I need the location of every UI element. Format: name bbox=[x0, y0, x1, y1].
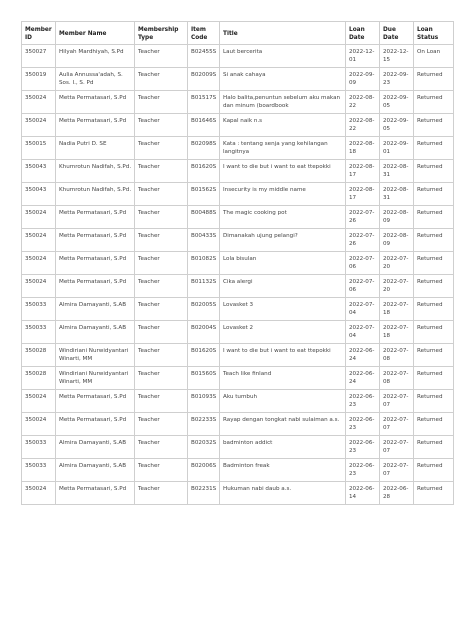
table-row bbox=[22, 160, 454, 183]
cell-item-code: B02098S bbox=[188, 137, 220, 160]
table-row bbox=[22, 229, 454, 252]
cell-loan-status: On Loan bbox=[414, 45, 454, 68]
cell-title: Badminton freak bbox=[220, 459, 346, 482]
cell-membership-type: Teacher bbox=[135, 367, 188, 390]
cell-loan-date: 2022-07-04 bbox=[346, 321, 380, 344]
cell-loan-date: 2022-06-23 bbox=[346, 459, 380, 482]
cell-loan-status: Returned bbox=[414, 114, 454, 137]
cell-item-code: B01620S bbox=[188, 344, 220, 367]
cell-title: Si anak cahaya bbox=[220, 68, 346, 91]
cell-loan-date: 2022-08-22 bbox=[346, 114, 380, 137]
cell-loan-date: 2022-07-26 bbox=[346, 206, 380, 229]
cell-due-date: 2022-06-28 bbox=[380, 482, 414, 505]
loan-history-table bbox=[21, 21, 454, 505]
cell-member-name: Metta Permatasari, S.Pd bbox=[56, 91, 135, 114]
cell-loan-date: 2022-12-01 bbox=[346, 45, 380, 68]
table-row bbox=[22, 436, 454, 459]
cell-loan-status: Returned bbox=[414, 459, 454, 482]
table-row bbox=[22, 482, 454, 505]
table-row bbox=[22, 413, 454, 436]
cell-due-date: 2022-07-08 bbox=[380, 367, 414, 390]
cell-member-id: 350033 bbox=[22, 436, 56, 459]
cell-membership-type: Teacher bbox=[135, 482, 188, 505]
cell-membership-type: Teacher bbox=[135, 45, 188, 68]
cell-loan-date: 2022-07-04 bbox=[346, 298, 380, 321]
header-loan-date: Loan Date bbox=[346, 22, 380, 45]
cell-membership-type: Teacher bbox=[135, 459, 188, 482]
cell-membership-type: Teacher bbox=[135, 344, 188, 367]
cell-loan-status: Returned bbox=[414, 68, 454, 91]
cell-item-code: B01560S bbox=[188, 367, 220, 390]
cell-member-id: 350024 bbox=[22, 252, 56, 275]
cell-item-code: B00433S bbox=[188, 229, 220, 252]
cell-title: Dimanakah ujung pelangi? bbox=[220, 229, 346, 252]
cell-member-name: Almira Damayanti, S.AB bbox=[56, 459, 135, 482]
cell-item-code: B01620S bbox=[188, 160, 220, 183]
cell-due-date: 2022-09-05 bbox=[380, 114, 414, 137]
cell-member-name: Metta Permatasari, S.Pd bbox=[56, 252, 135, 275]
cell-membership-type: Teacher bbox=[135, 137, 188, 160]
cell-item-code: B01093S bbox=[188, 390, 220, 413]
cell-member-name: Metta Permatasari, S.Pd bbox=[56, 229, 135, 252]
cell-membership-type: Teacher bbox=[135, 436, 188, 459]
cell-loan-status: Returned bbox=[414, 137, 454, 160]
cell-membership-type: Teacher bbox=[135, 275, 188, 298]
cell-loan-status: Returned bbox=[414, 344, 454, 367]
cell-title: Teach like finland bbox=[220, 367, 346, 390]
cell-member-id: 350024 bbox=[22, 482, 56, 505]
cell-member-id: 350015 bbox=[22, 137, 56, 160]
table-row bbox=[22, 91, 454, 114]
cell-loan-status: Returned bbox=[414, 390, 454, 413]
table-row bbox=[22, 45, 454, 68]
cell-membership-type: Teacher bbox=[135, 252, 188, 275]
table-header-row bbox=[22, 22, 454, 45]
cell-title: Halo balita,penuntun sebelum aku makan dan minum (boardbook bbox=[220, 91, 346, 114]
cell-member-name: Aulia Annussa'adah, S. Sos. I., S. Pd bbox=[56, 68, 135, 91]
cell-title: Lovasket 2 bbox=[220, 321, 346, 344]
cell-loan-status: Returned bbox=[414, 482, 454, 505]
cell-title: Cika alergi bbox=[220, 275, 346, 298]
table-row bbox=[22, 137, 454, 160]
cell-member-id: 350027 bbox=[22, 45, 56, 68]
cell-member-id: 350043 bbox=[22, 160, 56, 183]
cell-due-date: 2022-09-01 bbox=[380, 137, 414, 160]
cell-member-name: Khumrotun Nadifah, S.Pd. bbox=[56, 160, 135, 183]
cell-due-date: 2022-08-31 bbox=[380, 160, 414, 183]
table-row bbox=[22, 68, 454, 91]
header-title: Title bbox=[220, 22, 346, 45]
cell-due-date: 2022-07-20 bbox=[380, 275, 414, 298]
cell-membership-type: Teacher bbox=[135, 413, 188, 436]
cell-member-name: Nadia Putri D. SE bbox=[56, 137, 135, 160]
cell-due-date: 2022-07-07 bbox=[380, 413, 414, 436]
table-row bbox=[22, 114, 454, 137]
cell-due-date: 2022-08-31 bbox=[380, 183, 414, 206]
cell-item-code: B02006S bbox=[188, 459, 220, 482]
cell-membership-type: Teacher bbox=[135, 390, 188, 413]
cell-membership-type: Teacher bbox=[135, 206, 188, 229]
cell-item-code: B02032S bbox=[188, 436, 220, 459]
cell-member-id: 350028 bbox=[22, 367, 56, 390]
cell-member-name: Metta Permatasari, S.Pd bbox=[56, 206, 135, 229]
cell-member-name: Metta Permatasari, S.Pd bbox=[56, 413, 135, 436]
cell-loan-status: Returned bbox=[414, 229, 454, 252]
cell-member-name: Metta Permatasari, S.Pd bbox=[56, 275, 135, 298]
cell-member-id: 350033 bbox=[22, 298, 56, 321]
cell-member-name: Almira Damayanti, S.AB bbox=[56, 436, 135, 459]
cell-due-date: 2022-08-09 bbox=[380, 206, 414, 229]
cell-member-id: 350024 bbox=[22, 91, 56, 114]
cell-member-id: 350028 bbox=[22, 344, 56, 367]
cell-title: Kata : tentang senja yang kehilangan langitnya bbox=[220, 137, 346, 160]
cell-title: I want to die but i want to eat ttepokki bbox=[220, 344, 346, 367]
cell-loan-date: 2022-06-23 bbox=[346, 436, 380, 459]
cell-member-name: Hilyah Mardhiyah, S.Pd bbox=[56, 45, 135, 68]
loan-history-page bbox=[21, 21, 453, 505]
cell-loan-date: 2022-07-06 bbox=[346, 275, 380, 298]
cell-membership-type: Teacher bbox=[135, 183, 188, 206]
cell-loan-date: 2022-08-17 bbox=[346, 183, 380, 206]
cell-title: Insecurity is my middle name bbox=[220, 183, 346, 206]
cell-member-id: 350024 bbox=[22, 206, 56, 229]
cell-due-date: 2022-07-18 bbox=[380, 298, 414, 321]
cell-loan-status: Returned bbox=[414, 436, 454, 459]
table-row bbox=[22, 252, 454, 275]
cell-member-name: Metta Permatasari, S.Pd bbox=[56, 114, 135, 137]
cell-member-id: 350024 bbox=[22, 390, 56, 413]
cell-title: Kapal naik n.s bbox=[220, 114, 346, 137]
table-row bbox=[22, 321, 454, 344]
cell-due-date: 2022-09-23 bbox=[380, 68, 414, 91]
cell-loan-status: Returned bbox=[414, 160, 454, 183]
cell-member-name: Khumrotun Nadifah, S.Pd. bbox=[56, 183, 135, 206]
cell-loan-status: Returned bbox=[414, 413, 454, 436]
cell-item-code: B01517S bbox=[188, 91, 220, 114]
table-row bbox=[22, 183, 454, 206]
table-row bbox=[22, 206, 454, 229]
cell-member-id: 350043 bbox=[22, 183, 56, 206]
cell-loan-date: 2022-07-06 bbox=[346, 252, 380, 275]
cell-membership-type: Teacher bbox=[135, 91, 188, 114]
cell-member-name: Metta Permatasari, S.Pd bbox=[56, 390, 135, 413]
cell-due-date: 2022-07-07 bbox=[380, 459, 414, 482]
cell-item-code: B02005S bbox=[188, 298, 220, 321]
header-due-date: Due Date bbox=[380, 22, 414, 45]
header-member-id: Member ID bbox=[22, 22, 56, 45]
cell-due-date: 2022-07-20 bbox=[380, 252, 414, 275]
cell-item-code: B02455S bbox=[188, 45, 220, 68]
cell-loan-date: 2022-07-26 bbox=[346, 229, 380, 252]
cell-loan-status: Returned bbox=[414, 298, 454, 321]
cell-item-code: B02004S bbox=[188, 321, 220, 344]
cell-due-date: 2022-07-07 bbox=[380, 390, 414, 413]
cell-loan-status: Returned bbox=[414, 321, 454, 344]
cell-title: Lovasket 3 bbox=[220, 298, 346, 321]
cell-title: Rayap dengan tongkat nabi sulaiman a.s. bbox=[220, 413, 346, 436]
cell-member-name: Almira Damayanti, S.AB bbox=[56, 321, 135, 344]
header-loan-status: Loan Status bbox=[414, 22, 454, 45]
cell-loan-date: 2022-06-23 bbox=[346, 390, 380, 413]
cell-item-code: B01646S bbox=[188, 114, 220, 137]
cell-due-date: 2022-07-08 bbox=[380, 344, 414, 367]
cell-member-name: Windiriani Nurwidyantari Winarti, MM bbox=[56, 367, 135, 390]
cell-due-date: 2022-07-07 bbox=[380, 436, 414, 459]
cell-loan-status: Returned bbox=[414, 183, 454, 206]
cell-member-id: 350024 bbox=[22, 114, 56, 137]
header-membership-type: Membership Type bbox=[135, 22, 188, 45]
table-row bbox=[22, 298, 454, 321]
cell-member-name: Almira Damayanti, S.AB bbox=[56, 298, 135, 321]
cell-due-date: 2022-07-18 bbox=[380, 321, 414, 344]
cell-member-id: 350024 bbox=[22, 275, 56, 298]
cell-item-code: B01562S bbox=[188, 183, 220, 206]
cell-title: I want to die but i want to eat ttepokki bbox=[220, 160, 346, 183]
cell-loan-status: Returned bbox=[414, 275, 454, 298]
cell-item-code: B01082S bbox=[188, 252, 220, 275]
cell-due-date: 2022-12-15 bbox=[380, 45, 414, 68]
header-member-name: Member Name bbox=[56, 22, 135, 45]
cell-membership-type: Teacher bbox=[135, 114, 188, 137]
cell-item-code: B01132S bbox=[188, 275, 220, 298]
cell-loan-status: Returned bbox=[414, 206, 454, 229]
table-body bbox=[22, 45, 454, 505]
cell-loan-date: 2022-08-18 bbox=[346, 137, 380, 160]
cell-member-id: 350033 bbox=[22, 459, 56, 482]
cell-membership-type: Teacher bbox=[135, 160, 188, 183]
cell-title: Lola bisulan bbox=[220, 252, 346, 275]
cell-loan-status: Returned bbox=[414, 91, 454, 114]
cell-loan-date: 2022-06-14 bbox=[346, 482, 380, 505]
cell-membership-type: Teacher bbox=[135, 298, 188, 321]
cell-loan-date: 2022-06-24 bbox=[346, 344, 380, 367]
cell-loan-date: 2022-08-17 bbox=[346, 160, 380, 183]
table-row bbox=[22, 344, 454, 367]
cell-item-code: B02009S bbox=[188, 68, 220, 91]
cell-member-id: 350033 bbox=[22, 321, 56, 344]
cell-member-name: Windiriani Nurwidyantari Winarti, MM bbox=[56, 344, 135, 367]
cell-member-name: Metta Permatasari, S.Pd bbox=[56, 482, 135, 505]
cell-title: Hukuman nabi daub a.s. bbox=[220, 482, 346, 505]
cell-membership-type: Teacher bbox=[135, 68, 188, 91]
cell-membership-type: Teacher bbox=[135, 229, 188, 252]
cell-membership-type: Teacher bbox=[135, 321, 188, 344]
table-row bbox=[22, 390, 454, 413]
cell-title: Laut bercerita bbox=[220, 45, 346, 68]
cell-item-code: B02231S bbox=[188, 482, 220, 505]
cell-loan-status: Returned bbox=[414, 367, 454, 390]
cell-due-date: 2022-08-09 bbox=[380, 229, 414, 252]
table-row bbox=[22, 459, 454, 482]
cell-title: badminton addict bbox=[220, 436, 346, 459]
header-item-code: Item Code bbox=[188, 22, 220, 45]
table-row bbox=[22, 367, 454, 390]
cell-title: Aku tumbuh bbox=[220, 390, 346, 413]
cell-loan-date: 2022-06-23 bbox=[346, 413, 380, 436]
cell-member-id: 350024 bbox=[22, 413, 56, 436]
cell-member-id: 350024 bbox=[22, 229, 56, 252]
cell-due-date: 2022-09-05 bbox=[380, 91, 414, 114]
cell-item-code: B02233S bbox=[188, 413, 220, 436]
table-row bbox=[22, 275, 454, 298]
cell-loan-date: 2022-09-09 bbox=[346, 68, 380, 91]
cell-title: The magic cooking pot bbox=[220, 206, 346, 229]
cell-item-code: B00488S bbox=[188, 206, 220, 229]
cell-loan-date: 2022-06-24 bbox=[346, 367, 380, 390]
cell-loan-date: 2022-08-22 bbox=[346, 91, 380, 114]
cell-loan-status: Returned bbox=[414, 252, 454, 275]
cell-member-id: 350019 bbox=[22, 68, 56, 91]
